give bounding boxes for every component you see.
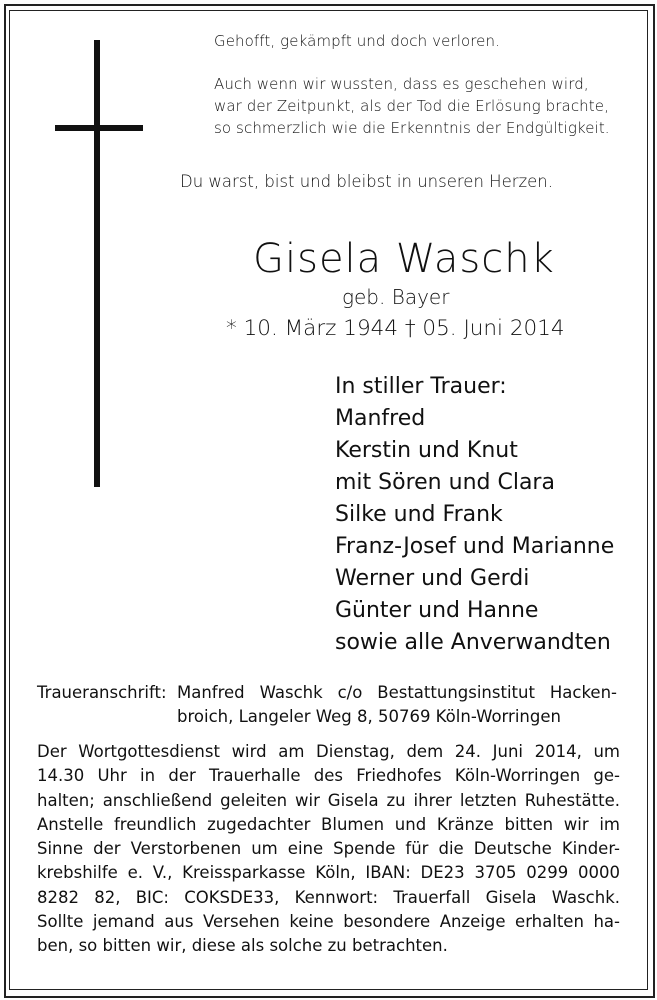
poem-line-4: so schmerzlich wie die Erkenntnis der Endgültigkeit.	[214, 119, 610, 137]
notice-line: Der Wortgottesdienst wird am Dienstag, dem 24. Juni 2014, um	[37, 742, 620, 761]
address-line-2: broich, Langeler Weg 8, 50769 Köln-Worringen	[177, 707, 561, 726]
notice-line: Sinne der Verstorbenen um eine Spende für die Deutsche Kinder-	[37, 839, 620, 859]
cross-horizontal-bar	[55, 125, 143, 131]
notice-line: Anstelle freundlich zugedachter Blumen und Kränze bitten wir im	[37, 814, 620, 834]
notice-line: 14.30 Uhr in der Trauerhalle des Friedhofes Köln-Worringen ge-	[37, 766, 620, 786]
address-line-1: Manfred Waschk c/o Bestattungsinstitut Hacken-	[177, 683, 617, 702]
birth-name: geb. Bayer	[342, 285, 450, 309]
mourner-item: mit Sören und Clara	[335, 470, 555, 495]
mourner-item: Werner und Gerdi	[335, 566, 530, 591]
life-dates: * 10. März 1944 † 05. Juni 2014	[226, 316, 565, 341]
notice-line: 8282 82, BIC: COKSDE33, Kennwort: Trauerfall Gisela Waschk.	[37, 887, 620, 907]
mourner-item: Franz-Josef und Marianne	[335, 534, 615, 559]
notice-line: krebshilfe e. V., Kreissparkasse Köln, IBAN: DE23 3705 0299 0000	[37, 863, 620, 883]
motto: Du warst, bist und bleibst in unseren Herzen.	[180, 172, 554, 191]
mourner-item: Kerstin und Knut	[335, 438, 518, 463]
service-notice	[37, 740, 620, 959]
poem-line-3: war der Zeitpunkt, als der Tod die Erlösung brachte,	[214, 97, 609, 115]
mourner-item: Silke und Frank	[335, 502, 503, 527]
notice-line: ben, so bitten wir, diese als solche zu betrachten.	[37, 936, 448, 956]
mourner-item: sowie alle Anverwandten	[335, 630, 611, 655]
deceased-name: Gisela Waschk	[253, 236, 555, 282]
notice-line: halten; anschließend geleiten wir Gisela zu ihrer letzten Ruhestätte.	[37, 790, 620, 810]
address-label: Traueranschrift:	[37, 683, 167, 702]
poem-line-1: Gehofft, gekämpft und doch verloren.	[214, 32, 500, 50]
mourner-item: Manfred	[335, 406, 426, 431]
notice-line: Sollte jemand aus Versehen keine besondere Anzeige erhalten ha-	[37, 912, 620, 932]
cross-vertical-bar	[94, 40, 100, 487]
poem-line-2: Auch wenn wir wussten, dass es geschehen wird,	[214, 75, 589, 93]
mourner-item: Günter und Hanne	[335, 598, 539, 623]
mourners-heading: In stiller Trauer:	[335, 374, 507, 399]
mourners-list	[335, 371, 614, 659]
